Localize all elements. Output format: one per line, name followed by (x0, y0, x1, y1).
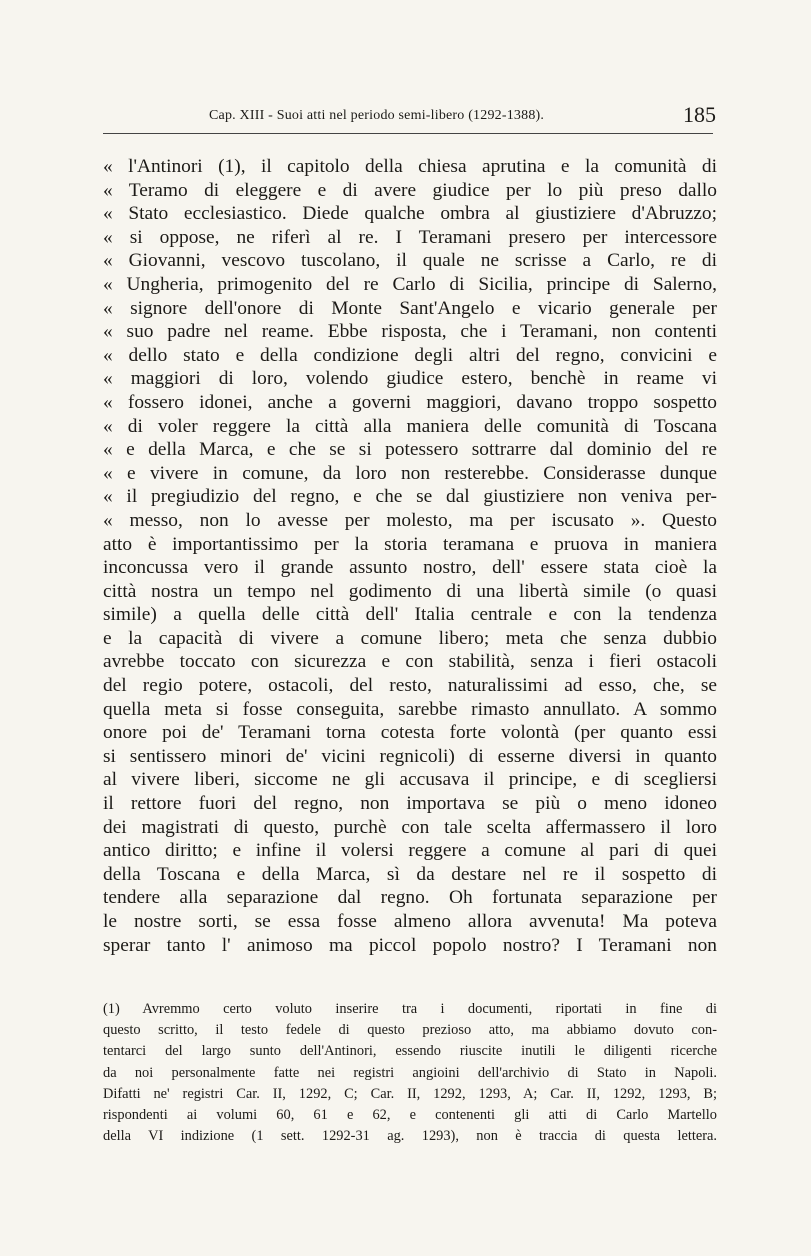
body-line: « signore dell'onore di Monte Sant'Angelo e vicario generale per (103, 297, 717, 319)
body-text (103, 155, 717, 957)
footnote-line: Difatti ne' registri Car. II, 1292, C; Car. II, 1292, 1293, A; Car. II, 1292, 1293, B; (103, 1085, 717, 1102)
body-line: dei magistrati di questo, purchè con tale scelta affermassero il loro (103, 816, 717, 838)
footnote-line: rispondenti ai volumi 60, 61 e 62, e contenenti gli atti di Carlo Martello (103, 1106, 717, 1123)
body-line: città nostra un tempo nel godimento di una libertà simile (o quasi (103, 580, 717, 602)
page-number: 185 (683, 102, 716, 127)
book-page (103, 0, 720, 1256)
body-line: « fossero idonei, anche a governi maggiori, davano troppo sospetto (103, 391, 717, 413)
body-line: « di voler reggere la città alla maniera delle comunità di Toscana (103, 415, 717, 437)
body-line: « il pregiudizio del regno, e che se dal giustiziere non veniva per- (103, 486, 717, 508)
body-line: « si oppose, ne riferì al re. I Teramani presero per intercessore (103, 226, 717, 248)
body-line: sperar tanto l' animoso ma piccol popolo nostro? I Teramani non (103, 934, 717, 956)
page-header (103, 104, 720, 130)
body-line: « Ungheria, primogenito del re Carlo di Sicilia, principe di Salerno, (103, 273, 717, 295)
body-line: antico diritto; e infine il volersi reggere a comune al pari di quei (103, 840, 717, 862)
running-title: Cap. XIII - Suoi atti nel periodo semi-libero (1292-1388). (209, 108, 545, 123)
body-line: « e vivere in comune, da loro non resterebbe. Considerasse dunque (103, 462, 717, 484)
footnote-line: tentarci del largo sunto dell'Antinori, essendo riuscite inutili le diligenti ricerche (103, 1043, 717, 1060)
body-line: onore poi de' Teramani torna cotesta forte volontà (per quanto essi (103, 722, 717, 744)
footnote-line: da noi personalmente fatte nei registri angioini dell'archivio di Stato in Napoli. (103, 1064, 717, 1081)
footnote-line: questo scritto, il testo fedele di questo prezioso atto, ma abbiamo dovuto con- (103, 1022, 717, 1039)
body-line: « e della Marca, e che se si potessero sottrarre dal dominio del re (103, 439, 717, 461)
body-line: simile) a quella delle città dell' Italia centrale e con la tendenza (103, 604, 717, 626)
body-line: quella meta si fosse conseguita, sarebbe rimasto annullato. A sommo (103, 698, 717, 720)
body-line: « Stato ecclesiastico. Diede qualche ombra al giustiziere d'Abruzzo; (103, 203, 717, 225)
body-line: « Giovanni, vescovo tuscolano, il quale ne scrisse a Carlo, re di (103, 250, 717, 272)
body-line: tendere alla separazione dal regno. Oh fortunata separazione per (103, 887, 717, 909)
header-rule (103, 133, 713, 134)
footnote-line: della VI indizione (1 sett. 1292-31 ag. 1293), non è traccia di questa lettera. (103, 1128, 717, 1145)
body-line: « maggiori di loro, volendo giudice estero, benchè in reame vi (103, 368, 717, 390)
footnote-line: (1) Avremmo certo voluto inserire tra i documenti, riportati in fine di (103, 1001, 717, 1017)
body-line: « Teramo di eleggere e di avere giudice per lo più preso dallo (103, 179, 717, 201)
body-line: « suo padre nel reame. Ebbe risposta, che i Teramani, non contenti (103, 321, 717, 343)
body-line: le nostre sorti, se essa fosse almeno allora avvenuta! Ma poteva (103, 911, 717, 932)
body-line: e la capacità di vivere a comune libero; meta che senza dubbio (103, 627, 717, 649)
body-line: inconcussa vero il grande assunto nostro, dell' essere stata cioè la (103, 557, 717, 579)
body-line: « l'Antinori (1), il capitolo della chiesa aprutina e la comunità di (103, 156, 717, 177)
body-line: « dello stato e della condizione degli altri del regno, convicini e (103, 344, 717, 366)
body-line: della Toscana e della Marca, sì da destare nel re il sospetto di (103, 863, 717, 885)
body-line: avrebbe toccato con sicurezza e con stabilità, senza i fieri ostacoli (103, 651, 717, 673)
body-line: del regio potere, ostacoli, del resto, naturalissimi ad esso, che, se (103, 675, 717, 697)
body-line: « messo, non lo avesse per molesto, ma per iscusato ». Questo (103, 509, 717, 531)
footnote-block (103, 999, 717, 1147)
body-line: il rettore fuori del regno, non importava se più o meno idoneo (103, 793, 717, 815)
body-line: si sentissero minori de' vicini regnicoli) di esserne diversi in quanto (103, 745, 717, 767)
body-line: al vivere liberi, siccome ne gli accusava il principe, e di scegliersi (103, 769, 717, 791)
body-line: atto è importantissimo per la storia teramana e pruova in maniera (103, 533, 717, 555)
